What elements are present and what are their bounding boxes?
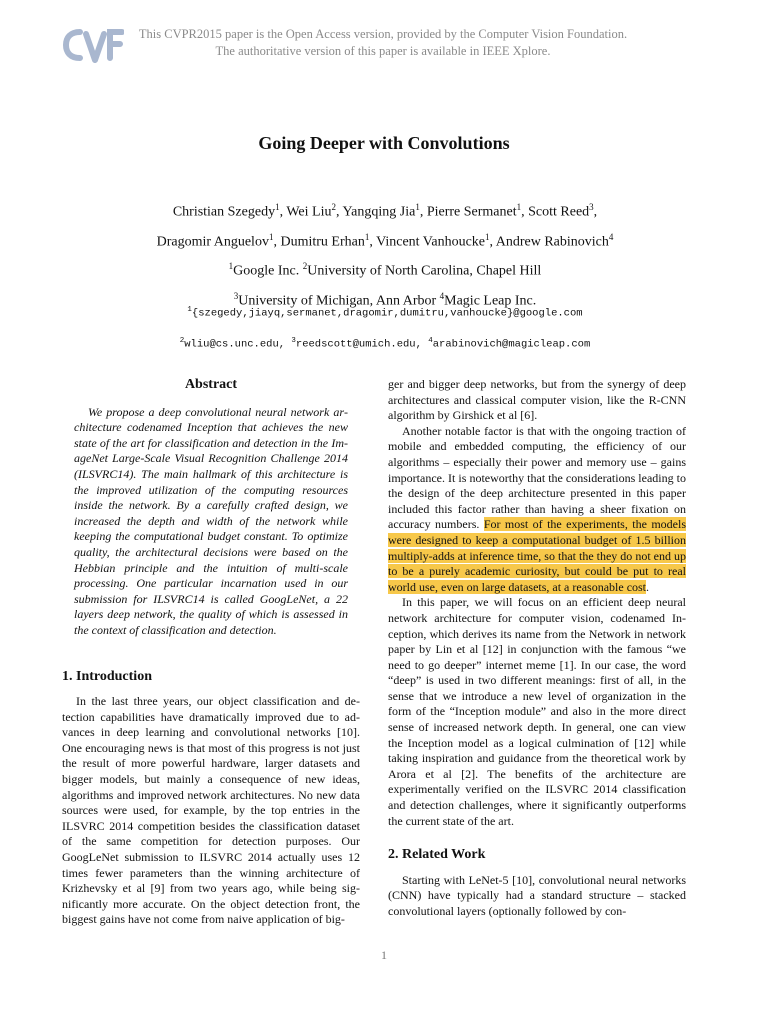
author-separator: , <box>335 204 343 220</box>
email-address: arabinovich@magicleap.com <box>432 338 591 350</box>
highlighted-sentence[interactable]: For most of the experiments, the models were designed to keep a computational budget of 1.5 billion multiply-adds at inference time, so that the they do not end up to be a purely academic curiosity, but could be put to real world use, even on large datasets, at a reasonable cost <box>388 517 687 594</box>
email-sup: 3 <box>291 336 296 345</box>
cvf-logo-icon <box>62 24 124 66</box>
email-address: reedscott@umich.edu, <box>295 338 429 350</box>
author-name: Vincent Vanhoucke <box>376 234 486 250</box>
author-affiliation-sup: 2 <box>331 202 336 212</box>
affil-sup: 1 <box>228 261 234 272</box>
author-separator: , <box>279 204 287 220</box>
email-block <box>60 297 710 358</box>
google-emails: {szegedy,jiayq,sermanet,dragomir,dumitru,vanhoucke}@google.com <box>191 307 583 320</box>
author-affiliation-sup: 1 <box>415 202 420 212</box>
introduction-paragraph-2 <box>388 424 686 596</box>
affiliation-unc: University of North Carolina, Chapel Hill <box>307 263 542 279</box>
email-sup: 4 <box>428 336 433 345</box>
affiliation-umich: University of Michigan, Ann Arbor <box>238 293 440 309</box>
author-name: Yangqing Jia <box>342 204 416 220</box>
affiliation-magic-leap: Magic Leap Inc. <box>444 293 537 309</box>
affil-sup: 4 <box>439 290 445 301</box>
author-separator: , <box>419 204 427 220</box>
page-number: 1 <box>381 948 387 962</box>
abstract-paragraph: We propose a deep convolutional neural network architecture codenamed Inception that achieves the new state of the art for classification and detection in the ImageNet Large-Scale Visual Recognition Challenge 2014 (ILSVRC14). The main hallmark of this architecture is the improved utilization of the computing resources inside the network. By a carefully crafted design, we increased the depth and width of the network while keeping the computational budget constant. To optimize quality, the architectural decisions were based on the Hebbian principle and the intuition of multi-scale processing. One particular incarnation used in our submission for ILSVRC14 is called GoogLeNet, a 22 layers deep network, the quality of which is assessed in the context of classification and detection. <box>74 404 348 637</box>
author-name: Scott Reed <box>528 204 590 220</box>
author-affiliation-sup: 3 <box>589 202 594 212</box>
author-name: Dumitru Erhan <box>280 234 365 250</box>
email-line-1 <box>60 297 710 328</box>
author-separator: , <box>489 234 496 250</box>
introduction-paragraph-1-continued: ger and bigger deep networks, but from the synergy of deep architectures and classical computer vision, like the R-CNN algorithm by Girshick et al [6]. <box>388 377 686 423</box>
notice-line-2: The authoritative version of this paper is available in IEEE Xplore. <box>215 44 551 58</box>
related-work-paragraph-1: Starting with LeNet-5 [10], convolutional neural networks (CNN) have typically had a standard structure – stacked convolutional layers (optionally followed by con- <box>388 872 686 918</box>
author-affiliation-sup: 1 <box>364 231 370 242</box>
author-name: Christian Szegedy <box>172 204 276 220</box>
author-separator: , <box>521 204 529 220</box>
left-column <box>62 377 360 928</box>
right-column <box>388 377 686 920</box>
author-name: Andrew Rabinovich <box>495 234 609 250</box>
author-affiliation-sup: 4 <box>608 231 614 242</box>
author-line-1 <box>60 195 710 225</box>
introduction-paragraph-1: In the last three years, our object classification and detection capabilities have dramatically improved due to advances in deep learning and convolutional networks [10]. One encouraging news is that most of this progress is not just the result of more powerful hardware, larger datasets and bigger models, but mainly a consequence of new ideas, algorithms and improved network architectures. No new data sources were used, for example, by the top entries in the ILSVRC 2014 competition besides the classification dataset of the same competition for detection purposes. Our GoogLeNet submission to ILSVRC 2014 actually uses 12 times fewer parameters than the winning architecture of Krizhevsky et al [9] from two years ago, while being significantly more accurate. On the object detection front, the biggest gains have not come from naive application of big- <box>62 694 360 927</box>
email-line-2 <box>60 328 710 359</box>
related-work-heading: 2. Related Work <box>388 847 486 863</box>
author-line-2 <box>60 225 710 255</box>
email-sup: 1 <box>187 306 192 314</box>
notice-line-1: This CVPR2015 paper is the Open Access version, provided by the Computer Vision Foundation. <box>138 27 628 41</box>
email-address: wliu@cs.unc.edu, <box>184 338 292 350</box>
author-affiliation-sup: 1 <box>275 202 280 212</box>
paragraph-2-text: Another notable factor is that with the ongoing traction of mobile and embedded computing, the efficiency of our algorithms – especially their power and memory use – gains importance. It is noteworthy that the considerations leading to the design of the deep architecture presented in this paper included this factor rather than having a sheer fixation on accuracy numbers. <box>388 423 686 532</box>
author-name: Pierre Sermanet <box>426 204 517 220</box>
abstract-heading: Abstract <box>184 377 238 392</box>
affil-sup: 2 <box>302 261 308 272</box>
affil-sup: 3 <box>233 290 239 301</box>
author-name: Dragomir Anguelov <box>156 234 269 250</box>
affiliation-line-1 <box>60 254 710 284</box>
affiliation-google: Google Inc. <box>233 263 303 279</box>
author-affiliation-sup: 1 <box>485 231 490 242</box>
author-affiliation-sup: 1 <box>516 202 522 212</box>
author-block <box>60 195 710 314</box>
author-separator: , <box>273 234 281 250</box>
author-name: Wei Liu <box>286 204 332 220</box>
email-sup: 2 <box>179 336 185 345</box>
author-affiliation-sup: 1 <box>268 231 274 242</box>
paper-title: Going Deeper with Convolutions <box>258 133 510 153</box>
paragraph-2-end: . <box>646 579 650 594</box>
introduction-paragraph-3: In this paper, we will focus on an efficient deep neural network architecture for computer vision, codenamed Inception, which derives its name from the Network in network paper by Lin et al [12] in conjunction with the famous “we need to go deeper” internet meme [1]. In our case, the word “deep” is used in two different meanings: first of all, in the sense that we introduce a new level of organization in the form of the “Inception module” and also in the more direct sense of increased network depth. In general, one can view the Inception model as a logical culmination of [12] while taking inspiration and guidance from the theoretical work by Arora et al [2]. The benefits of the architecture are experimentally verified on the ILSVRC 2014 classification and detection challenges, where it significantly outperforms the current state of the art. <box>388 595 686 828</box>
abstract-body <box>62 405 360 639</box>
open-access-notice <box>128 26 638 60</box>
introduction-heading: 1. Introduction <box>62 668 152 684</box>
author-separator: , <box>369 234 377 250</box>
author-separator: , <box>593 204 598 220</box>
